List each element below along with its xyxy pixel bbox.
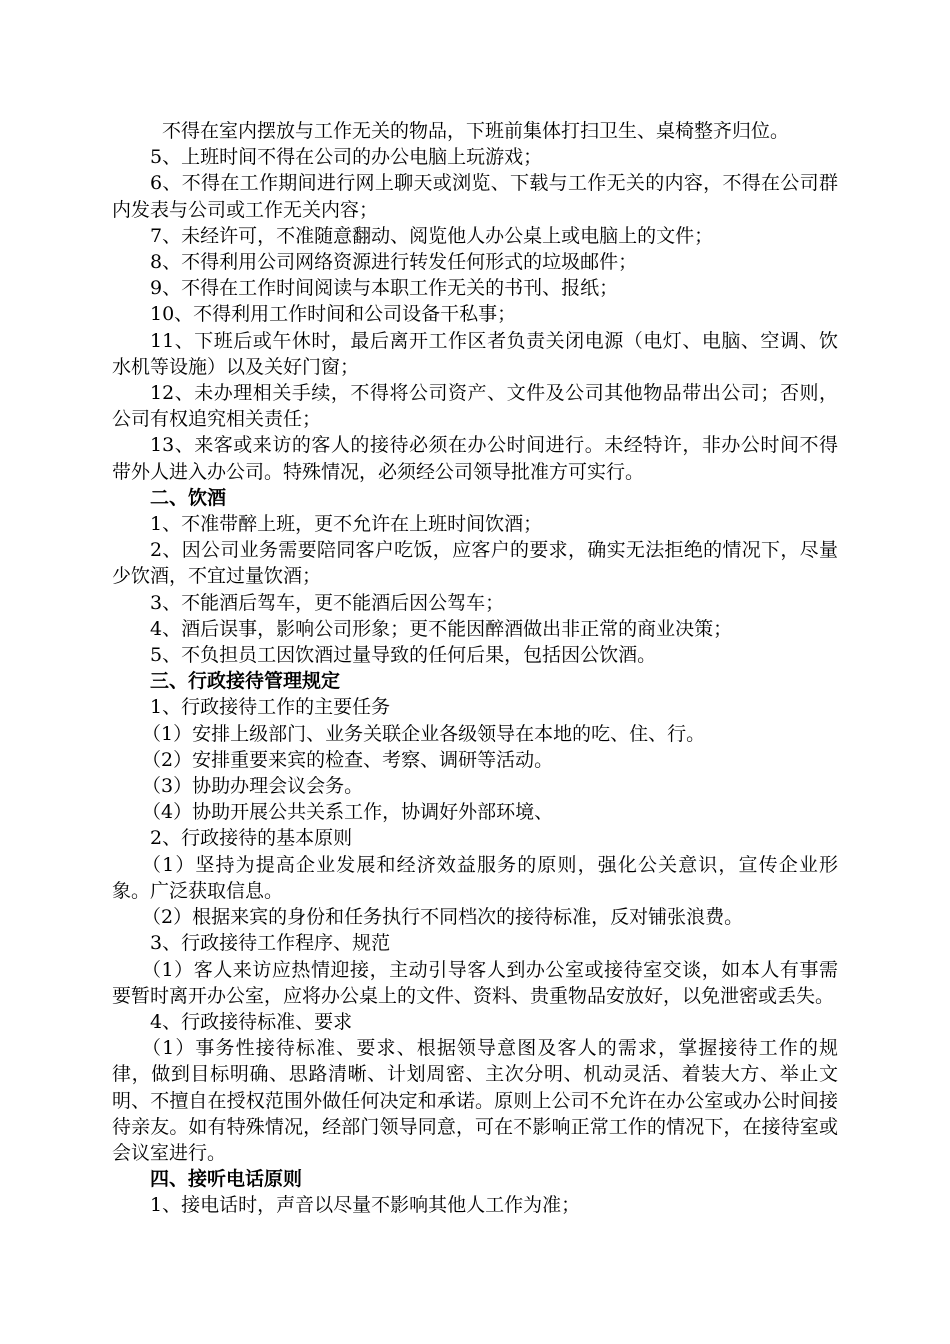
paragraph: 1、接电话时，声音以尽量不影响其他人工作为准； bbox=[150, 1194, 581, 1217]
paragraph: 13、来客或来访的客人的接待必须在办公时间进行。未经特许，非办公时间不得带外人进入办公司。特殊情况，必须经公司领导批准方可实行。 bbox=[112, 434, 838, 483]
paragraph: 8、不得利用公司网络资源进行转发任何形式的垃圾邮件； bbox=[150, 251, 638, 274]
paragraph: （3）协助办理会议会务。 bbox=[142, 775, 364, 798]
paragraph: 5、不负担员工因饮酒过量导致的任何后果，包括因公饮酒。 bbox=[150, 644, 657, 667]
section-heading: 二、饮酒 bbox=[150, 486, 227, 509]
document-page bbox=[112, 118, 838, 1219]
paragraph: 4、酒后误事，影响公司形象；更不能因醉酒做出非正常的商业决策； bbox=[150, 617, 733, 640]
paragraph: 9、不得在工作时间阅读与本职工作无关的书刊、报纸； bbox=[150, 277, 619, 300]
section-heading: 三、行政接待管理规定 bbox=[150, 670, 341, 693]
subsection-title: 4、行政接待标准、要求 bbox=[150, 1010, 353, 1033]
subsection-title: 1、行政接待工作的主要任务 bbox=[150, 696, 391, 719]
paragraph: （2）根据来宾的身份和任务执行不同档次的接待标准，反对铺张浪费。 bbox=[142, 906, 744, 929]
paragraph: 1、不准带醉上班，更不允许在上班时间饮酒； bbox=[150, 513, 543, 536]
section-heading: 四、接听电话原则 bbox=[150, 1168, 303, 1191]
paragraph: （1）事务性接待标准、要求、根据领导意图及客人的需求，掌握接待工作的规律，做到目标明确、思路清晰、计划周密、主次分明、机动灵活、着装大方、举止文明、不擅自在授权范围外做任何决定和承诺。原则上公司不允许在办公室或办公时间接待亲友。如有特殊情况，经部门领导同意，可在不影响正常工作的情况下，在接待室或会议室进行。 bbox=[112, 1037, 838, 1164]
paragraph: （1）安排上级部门、业务关联企业各级领导在本地的吃、住、行。 bbox=[142, 722, 706, 745]
paragraph: 5、上班时间不得在公司的办公电脑上玩游戏； bbox=[150, 146, 543, 169]
paragraph: （1）客人来访应热情迎接，主动引导客人到办公室或接待室交谈，如本人有事需要暂时离开办公室，应将办公桌上的文件、资料、贵重物品安放好，以免泄密或丢失。 bbox=[112, 958, 838, 1007]
subsection-title: 3、行政接待工作程序、规范 bbox=[150, 932, 391, 955]
paragraph: 7、未经许可，不准随意翻动、阅览他人办公桌上或电脑上的文件； bbox=[150, 224, 714, 247]
paragraph: 6、不得在工作期间进行网上聊天或浏览、下载与工作无关的内容，不得在公司群内发表与公司或工作无关内容； bbox=[112, 172, 838, 221]
paragraph: 10、不得利用工作时间和公司设备干私事； bbox=[150, 303, 517, 326]
paragraph: （1）坚持为提高企业发展和经济效益服务的原则，强化公关意识，宣传企业形象。广泛获取信息。 bbox=[112, 853, 838, 902]
paragraph: 12、未办理相关手续，不得将公司资产、文件及公司其他物品带出公司；否则，公司有权追究相关责任； bbox=[112, 382, 838, 431]
paragraph: 2、因公司业务需要陪同客户吃饭，应客户的要求，确实无法拒绝的情况下，尽量少饮酒，不宜过量饮酒； bbox=[112, 539, 838, 588]
paragraph: 11、下班后或午休时，最后离开工作区者负责关闭电源（电灯、电脑、空调、饮水机等设施）以及关好门窗； bbox=[112, 329, 838, 378]
paragraph: （4）协助开展公共关系工作，协调好外部环境、 bbox=[142, 801, 554, 824]
subsection-title: 2、行政接待的基本原则 bbox=[150, 827, 353, 850]
paragraph: （2）安排重要来宾的检查、考察、调研等活动。 bbox=[142, 748, 554, 771]
paragraph: 3、不能酒后驾车，更不能酒后因公驾车； bbox=[150, 591, 505, 614]
paragraph: 不得在室内摆放与工作无关的物品，下班前集体打扫卫生、桌椅整齐归位。 bbox=[162, 120, 790, 142]
